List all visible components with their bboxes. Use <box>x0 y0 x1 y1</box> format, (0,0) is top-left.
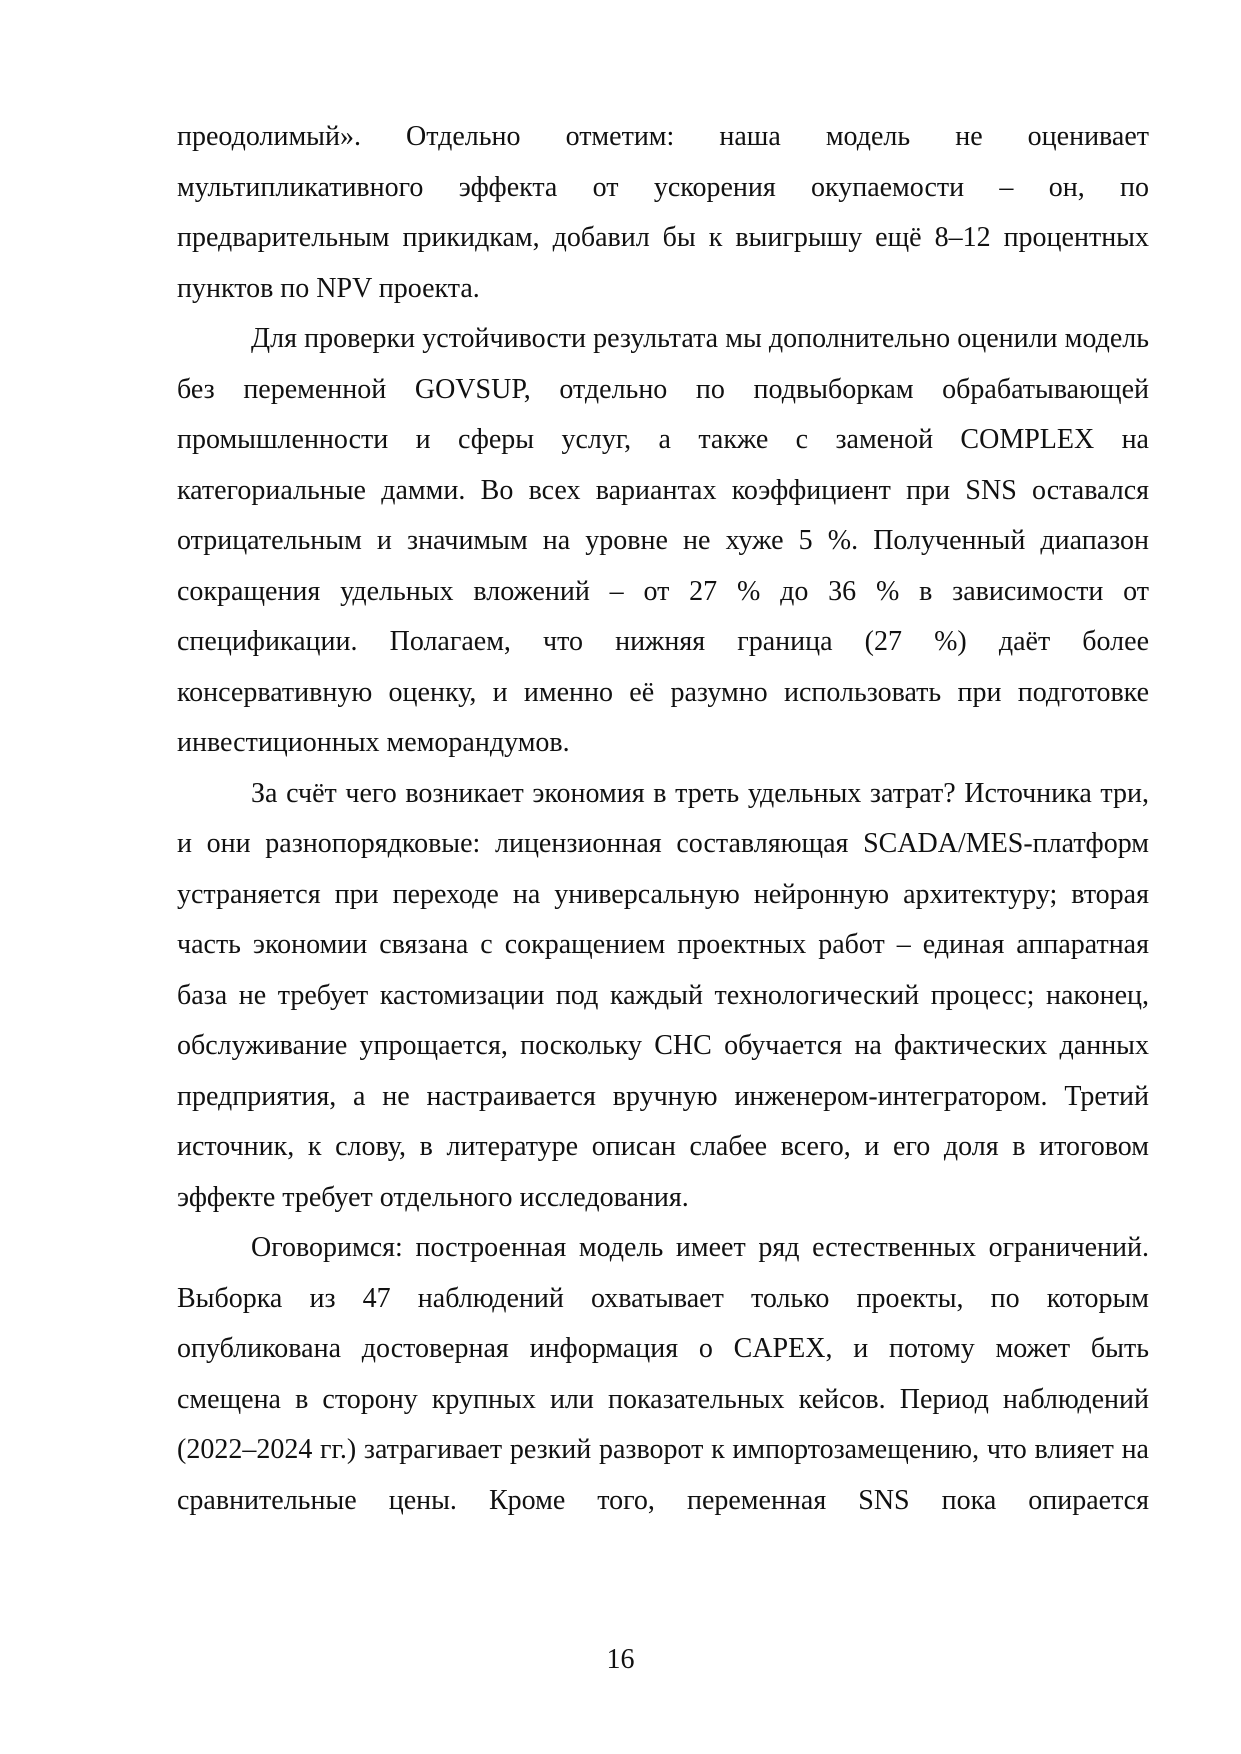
paragraph-savings-sources: За счёт чего возникает экономия в треть удельных затрат? Источника три, и они разнопорядковые: лицензионная составляющая SCADA/MES-платформ устраняется при переходе на универсальную нейронную архитектуру; вторая часть экономии связана с сокращением проектных работ – единая аппаратная база не требует кастомизации под каждый технологический процесс; наконец, обслуживание упрощается, поскольку СНС обучается на фактических данных предприятия, а не настраивается вручную инженером-интегратором. Третий источник, к слову, в литературе описан слабее всего, и его доля в итоговом эффекте требует отдельного исследования. <box>177 777 1149 1213</box>
paragraph-limitations: Оговоримся: построенная модель имеет ряд естественных ограничений. Выборка из 47 наблюдений охватывает только проекты, по которым опубликована достоверная информация о CAPEX, и потому может быть смещена в сторону крупных или показательных кейсов. Период наблюдений (2022–2024 гг.) затрагивает резкий разворот к импортозамещению, что влияет на сравнительные цены. Кроме того, переменная SNS пока опирается <box>177 1232 1149 1516</box>
paragraph-robustness: Для проверки устойчивости результата мы дополнительно оценили модель без переменной GOVSUP, отдельно по подвыборкам обрабатывающей промышленности и сферы услуг, а также с заменой COMPLEX на категориальные дамми. Во всех вариантах коэффициент при SNS оставался отрицательным и значимым на уровне не хуже 5 %. Полученный диапазон сокращения удельных вложений – от 27 % до 36 % в зависимости от спецификации. Полагаем, что нижняя граница (27 %) даёт более консервативную оценку, и именно её разумно использовать при подготовке инвестиционных меморандумов. <box>177 323 1149 758</box>
page-number: 16 <box>606 1644 635 1675</box>
document-body <box>177 112 1149 1526</box>
paragraph-continuation: преодолимый». Отдельно отметим: наша модель не оценивает мультипликативного эффекта от ускорения окупаемости – он, по предварительным прикидкам, добавил бы к выигрышу ещё 8–12 процентных пунктов по NPV проекта. <box>177 121 1149 304</box>
